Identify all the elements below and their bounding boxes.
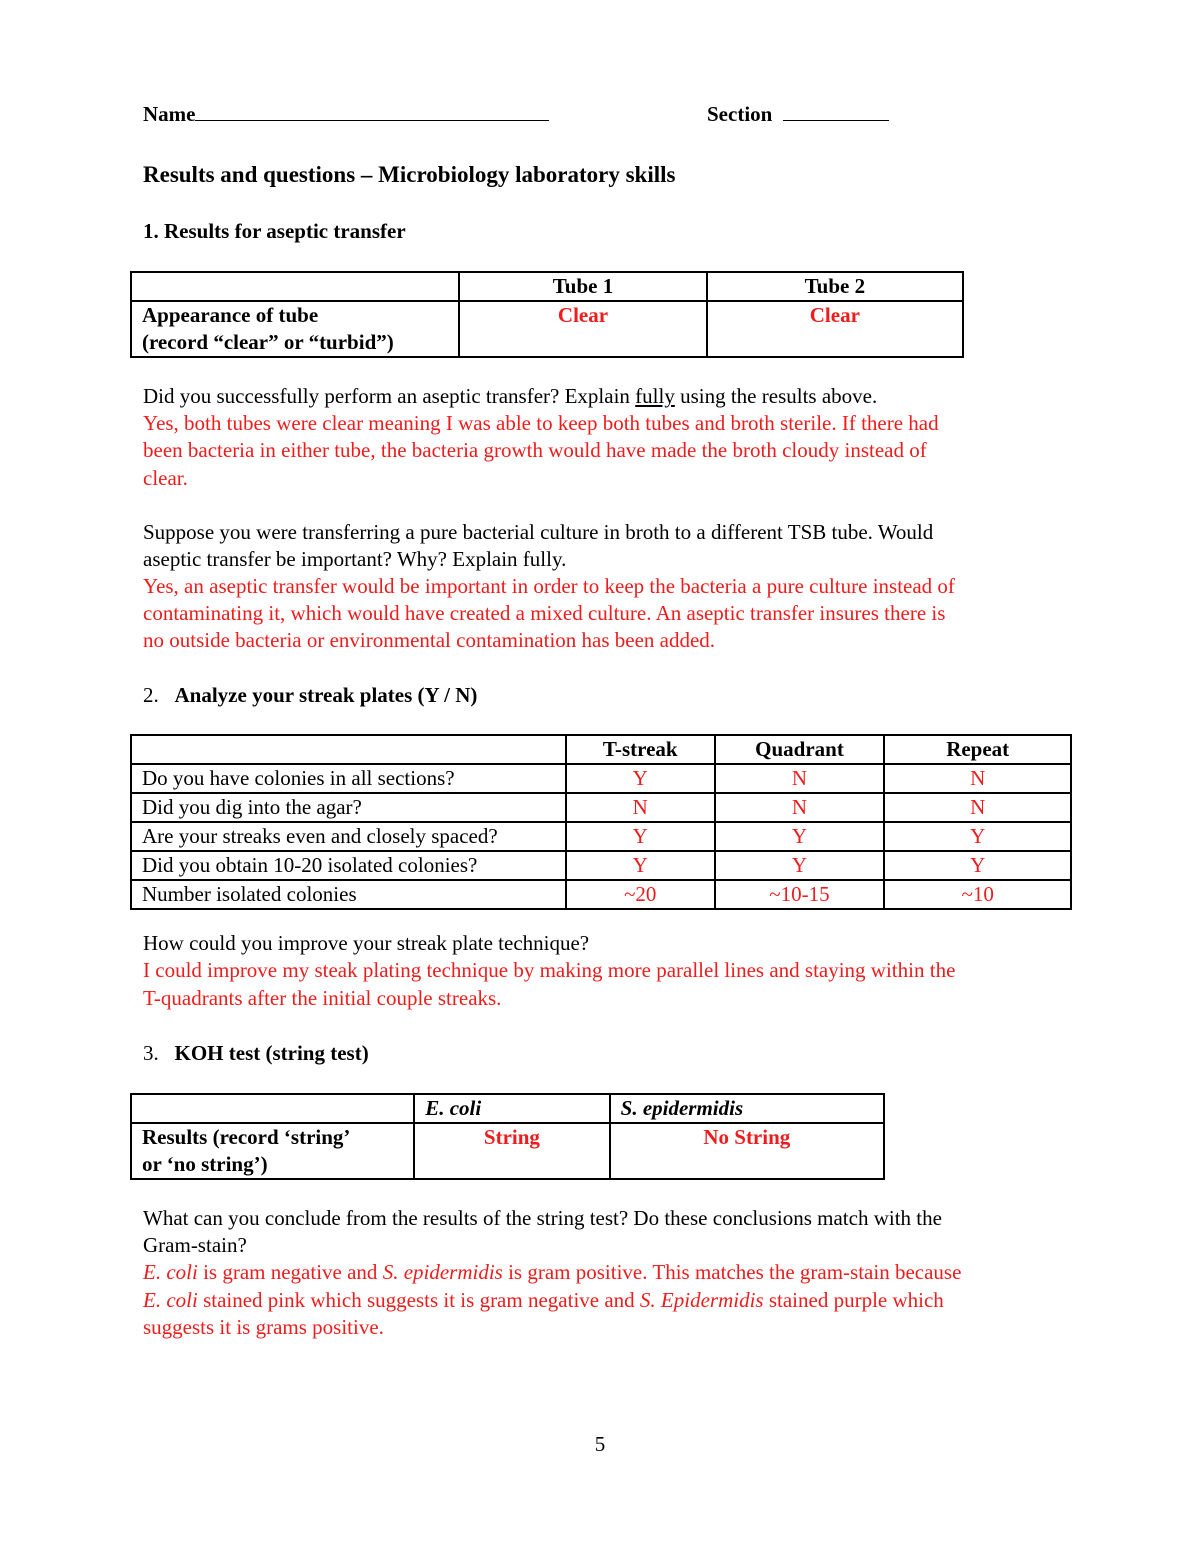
table-cell: ~10-15 [715, 880, 885, 909]
table-cell: N [884, 793, 1071, 822]
column-header: Quadrant [715, 735, 885, 764]
table-row [131, 793, 1071, 822]
section-blank [783, 120, 889, 121]
answer-line [143, 1287, 944, 1314]
answer-line: Yes, an aseptic transfer would be important in order to keep the bacteria a pure culture instead of [143, 574, 955, 598]
table-cell: ~20 [566, 880, 715, 909]
species-name: E. coli [143, 1288, 198, 1312]
question-line: What can you conclude from the results of the string test? Do these conclusions match with the [143, 1206, 942, 1230]
question-line: Gram-stain? [143, 1233, 247, 1257]
table-cell: Clear [459, 301, 706, 357]
species-name: E. coli [143, 1260, 198, 1284]
column-header: E. coli [414, 1094, 609, 1123]
aseptic-transfer-table [130, 271, 964, 358]
species-name: S. Epidermidis [639, 1288, 764, 1312]
answer-text: is gram positive. This matches the gram-stain because [502, 1260, 962, 1284]
row-label-line: Results (record ‘string’ [142, 1125, 351, 1149]
species-name: S. epidermidis [382, 1260, 503, 1284]
table-row [131, 851, 1071, 880]
section-label: Section [707, 102, 773, 126]
table-cell: Y [715, 822, 885, 851]
table-row [131, 764, 1071, 793]
streak-plate-table [130, 734, 1072, 910]
table-cell: String [414, 1123, 609, 1179]
question-text: Did you successfully perform an aseptic transfer? Explain [143, 384, 636, 408]
answer-line: no outside bacteria or environmental contamination has been added. [143, 628, 716, 652]
table-cell: Y [884, 822, 1071, 851]
column-header: Tube 1 [459, 272, 706, 301]
answer-text: stained pink which suggests it is gram negative and [197, 1288, 640, 1312]
question-line: aseptic transfer be important? Why? Explain fully. [143, 547, 567, 571]
table-cell: Y [715, 851, 885, 880]
table-corner [131, 1094, 414, 1123]
answer-line: I could improve my steak plating technique by making more parallel lines and staying within the [143, 958, 956, 982]
column-header: Repeat [884, 735, 1071, 764]
q2-number: 2. [143, 683, 159, 707]
q3-heading-text: KOH test (string test) [174, 1041, 369, 1065]
answer-line: contaminating it, which would have created a mixed culture. An aseptic transfer insures there is [143, 601, 946, 625]
page-title: Results and questions – Microbiology laboratory skills [143, 162, 676, 187]
answer-line: suggests it is grams positive. [143, 1315, 384, 1339]
table-cell: Y [566, 764, 715, 793]
row-label: Number isolated colonies [131, 880, 566, 909]
table-corner [131, 735, 566, 764]
table-cell: N [715, 764, 885, 793]
column-header: S. epidermidis [610, 1094, 884, 1123]
row-label-line: Appearance of tube [142, 303, 319, 327]
row-label: Did you obtain 10-20 isolated colonies? [131, 851, 566, 880]
question-line: How could you improve your streak plate technique? [143, 931, 590, 955]
koh-test-table [130, 1093, 885, 1180]
table-cell: Y [566, 851, 715, 880]
answer-text: stained purple which [763, 1288, 944, 1312]
section-field [707, 101, 889, 128]
question-text: using the results above. [674, 384, 878, 408]
question-emphasis: fully [635, 384, 675, 408]
row-label: Are your streaks even and closely spaced? [131, 822, 566, 851]
table-cell: Y [566, 822, 715, 851]
q3-heading [143, 1040, 369, 1067]
name-field [143, 101, 549, 128]
table-cell: N [566, 793, 715, 822]
table-row [131, 822, 1071, 851]
answer-line: T-quadrants after the initial couple streaks. [143, 986, 502, 1010]
table-cell: N [884, 764, 1071, 793]
q1-question-a [143, 383, 877, 410]
table-cell: ~10 [884, 880, 1071, 909]
question-line: Suppose you were transferring a pure bacterial culture in broth to a different TSB tube. Would [143, 520, 934, 544]
row-label-line: (record “clear” or “turbid”) [142, 330, 394, 354]
table-row [131, 880, 1071, 909]
answer-text: is gram negative and [197, 1260, 383, 1284]
row-label [131, 1123, 414, 1179]
q1-heading: 1. Results for aseptic transfer [143, 219, 406, 243]
row-label-line: or ‘no string’) [142, 1152, 268, 1176]
table-cell: No String [610, 1123, 884, 1179]
answer-line: Yes, both tubes were clear meaning I was able to keep both tubes and broth sterile. If there had [143, 411, 939, 435]
name-blank [195, 120, 549, 121]
answer-line [143, 1259, 961, 1286]
column-header: Tube 2 [707, 272, 963, 301]
q3-number: 3. [143, 1041, 159, 1065]
table-corner [131, 272, 459, 301]
row-label: Do you have colonies in all sections? [131, 764, 566, 793]
answer-line: clear. [143, 466, 188, 490]
page-number: 5 [594, 1432, 606, 1456]
column-header: T-streak [566, 735, 715, 764]
answer-line: been bacteria in either tube, the bacteria growth would have made the broth cloudy instead of [143, 438, 927, 462]
table-cell: Y [884, 851, 1071, 880]
name-label: Name [143, 102, 196, 126]
q2-heading-text: Analyze your streak plates (Y / N) [174, 683, 478, 707]
table-cell: Clear [707, 301, 963, 357]
q2-heading [143, 682, 477, 709]
table-cell: N [715, 793, 885, 822]
row-label [131, 301, 459, 357]
row-label: Did you dig into the agar? [131, 793, 566, 822]
